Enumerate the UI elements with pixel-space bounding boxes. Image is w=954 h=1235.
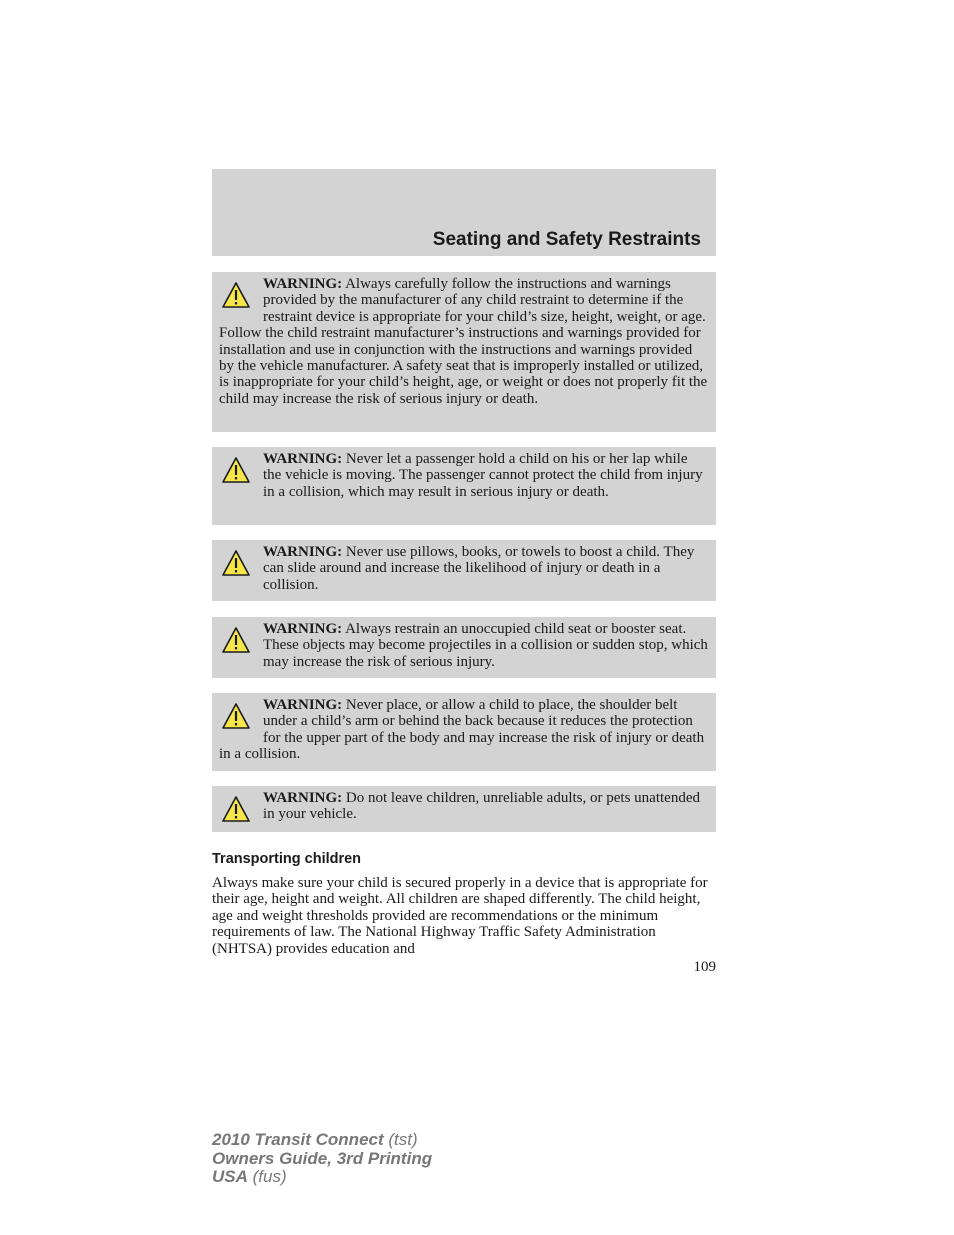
warning-text: Always restrain an unoccupied child seat or booster seat. These objects may become projectiles in a collision or sudden stop, which may increase the risk of serious injury.: [263, 621, 708, 670]
section-title: Seating and Safety Restraints: [432, 229, 701, 250]
warning-label: WARNING:: [263, 276, 343, 292]
warning-box: [212, 272, 716, 432]
warning-label: WARNING:: [263, 451, 343, 467]
warning-box: [212, 447, 716, 525]
warning-triangle-icon: [221, 702, 251, 730]
footer-model: 2010 Transit Connect: [212, 1130, 384, 1149]
warning-triangle-icon: [221, 456, 251, 484]
warning-box: [212, 693, 716, 771]
footer-line-2: [212, 1150, 432, 1169]
warning-box: [212, 617, 716, 678]
footer-market: USA: [212, 1167, 248, 1186]
warning-box: [212, 540, 716, 601]
warning-text: Never use pillows, books, or towels to boost a child. They can slide around and increase the likelihood of injury or death in a collision.: [263, 544, 695, 593]
warning-text: Do not leave children, unreliable adults, or pets unattended in your vehicle.: [263, 790, 700, 823]
footer-imprint: [212, 1131, 432, 1187]
section-heading: Transporting children: [212, 851, 362, 867]
footer-market-code: (fus): [247, 1167, 287, 1186]
body-paragraph: Always make sure your child is secured properly in a device that is appropriate for their age, height and weight. All children are shaped differently. The child height, age and weight thresholds provided are recommendations or the minimum requirements of law. The National Highway Traffic Safety Administration (NHTSA) provides education and: [212, 875, 708, 957]
page-number: 109: [693, 959, 716, 975]
warning-triangle-icon: [221, 281, 251, 309]
footer-model-code: (tst): [383, 1130, 418, 1149]
warning-label: WARNING:: [263, 544, 343, 560]
warning-text: Never place, or allow a child to place, the shoulder belt under a child’s arm or behind the back because it reduces the protection for the upper part of the body and may increase the risk of injury or death in a collision.: [219, 697, 705, 763]
section-header-band: [212, 169, 716, 256]
warning-triangle-icon: [221, 626, 251, 654]
warning-label: WARNING:: [263, 621, 343, 637]
warning-label: WARNING:: [263, 790, 343, 806]
warning-triangle-icon: [221, 549, 251, 577]
warning-box: [212, 786, 716, 832]
footer-line-1: [212, 1131, 432, 1150]
footer-line-3: [212, 1168, 432, 1187]
warning-text: Never let a passenger hold a child on his or her lap while the vehicle is moving. The passenger cannot protect the child from injury in a collision, which may result in serious injury or death.: [263, 451, 703, 500]
warning-label: WARNING:: [263, 697, 343, 713]
warning-text: Always carefully follow the instructions and warnings provided by the manufacturer of any child restraint to determine if the restraint device is appropriate for your child’s size, height, weight, or age. Follow the child restraint manufacturer’s instructions and warnings provided for installation and use in conjunction with the instructions and warnings provided by the vehicle manufacturer. A safety seat that is improperly installed or utilized, is inappropriate for your child’s height, age, or weight or does not properly fit the child may increase the risk of serious injury or death.: [219, 276, 708, 407]
warning-triangle-icon: [221, 795, 251, 823]
footer-edition: Owners Guide, 3rd Printing: [212, 1148, 433, 1168]
